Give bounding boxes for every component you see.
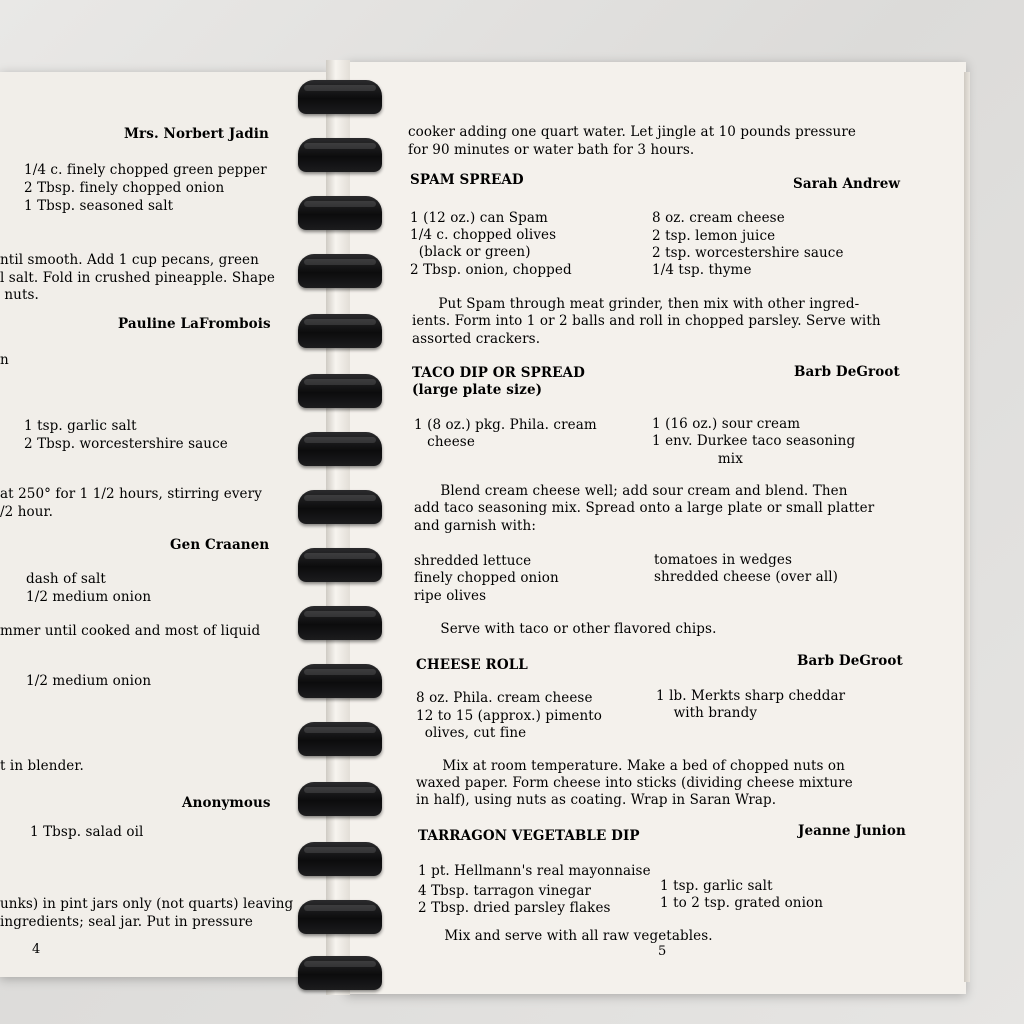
ingredient-line: 12 to 15 (approx.) pimento bbox=[416, 708, 603, 724]
garnish-line: finely chopped onion bbox=[414, 570, 559, 586]
ingredient-line: 2 Tbsp. worcestershire sauce bbox=[24, 436, 228, 452]
ingredient-line: 1/4 c. chopped olives bbox=[410, 227, 557, 243]
recipe-author: Gen Craanen bbox=[170, 537, 270, 553]
ingredient-line: 1 (12 oz.) can Spam bbox=[410, 210, 548, 226]
page-number: 4 bbox=[32, 942, 41, 957]
direction-line: n bbox=[0, 352, 9, 368]
binding-coil bbox=[298, 196, 382, 230]
ingredient-line: 8 oz. Phila. cream cheese bbox=[416, 690, 593, 706]
direction-line: Mix and serve with all raw vegetables. bbox=[418, 928, 713, 944]
direction-line: ients. Form into 1 or 2 balls and roll in chopped parsley. Serve with bbox=[412, 313, 881, 329]
recipe-title: TARRAGON VEGETABLE DIP bbox=[418, 828, 640, 844]
direction-line: Serve with taco or other flavored chips. bbox=[414, 621, 717, 637]
ingredient-line: 2 Tbsp. onion, chopped bbox=[410, 262, 572, 278]
ingredient-line: 1/2 medium onion bbox=[26, 673, 152, 689]
ingredient-line: 8 oz. cream cheese bbox=[652, 210, 785, 226]
ingredient-line: dash of salt bbox=[26, 571, 106, 587]
binding-coil bbox=[298, 254, 382, 288]
ingredient-line: 1/4 c. finely chopped green pepper bbox=[24, 162, 267, 178]
direction-line: t in blender. bbox=[0, 758, 84, 774]
binding-coil bbox=[298, 490, 382, 524]
recipe-title: CHEESE ROLL bbox=[416, 657, 528, 673]
ingredient-line: 4 Tbsp. tarragon vinegar bbox=[418, 883, 592, 899]
ingredient-line: 1 env. Durkee taco seasoning bbox=[652, 433, 856, 449]
direction-line: /2 hour. bbox=[0, 504, 54, 520]
direction-line: mmer until cooked and most of liquid bbox=[0, 623, 261, 639]
ingredient-line: 1 (8 oz.) pkg. Phila. cream bbox=[414, 417, 597, 433]
binding-coil bbox=[298, 80, 382, 114]
recipe-author: Anonymous bbox=[182, 795, 271, 811]
binding-coil bbox=[298, 548, 382, 582]
binding-coil bbox=[298, 900, 382, 934]
binding-coil bbox=[298, 606, 382, 640]
recipe-title: TACO DIP OR SPREAD bbox=[412, 365, 585, 381]
binding-coil bbox=[298, 722, 382, 756]
direction-line: waxed paper. Form cheese into sticks (dividing cheese mixture bbox=[416, 775, 853, 791]
direction-line: Blend cream cheese well; add sour cream and blend. Then bbox=[414, 483, 848, 499]
binding-coil bbox=[298, 664, 382, 698]
ingredient-line: with brandy bbox=[656, 705, 758, 721]
direction-line: add taco seasoning mix. Spread onto a large plate or small platter bbox=[414, 500, 875, 516]
recipe-author: Sarah Andrew bbox=[793, 176, 901, 192]
page-edge bbox=[964, 72, 970, 982]
recipe-author: Barb DeGroot bbox=[794, 364, 900, 380]
binding-coil bbox=[298, 314, 382, 348]
binding-coil bbox=[298, 432, 382, 466]
recipe-author: Mrs. Norbert Jadin bbox=[124, 126, 269, 142]
ingredient-line: mix bbox=[652, 451, 743, 467]
page-number: 5 bbox=[658, 944, 667, 959]
ingredient-line: 2 tsp. lemon juice bbox=[652, 228, 776, 244]
direction-line: Put Spam through meat grinder, then mix with other ingred- bbox=[412, 296, 860, 312]
garnish-line: tomatoes in wedges bbox=[654, 552, 793, 568]
direction-line: l salt. Fold in crushed pineapple. Shape bbox=[0, 270, 275, 286]
binding-coil bbox=[298, 842, 382, 876]
direction-line: at 250° for 1 1/2 hours, stirring every bbox=[0, 486, 262, 502]
ingredient-line: 1/2 medium onion bbox=[26, 589, 152, 605]
ingredient-line: 1 Tbsp. salad oil bbox=[30, 824, 144, 840]
garnish-line: shredded cheese (over all) bbox=[654, 569, 839, 585]
ingredient-line: 1 pt. Hellmann's real mayonnaise bbox=[418, 863, 651, 879]
direction-line: Mix at room temperature. Make a bed of chopped nuts on bbox=[416, 758, 845, 774]
garnish-line: ripe olives bbox=[414, 588, 487, 604]
ingredient-line: cheese bbox=[414, 434, 475, 450]
direction-line: nuts. bbox=[0, 287, 39, 303]
recipe-author: Pauline LaFrombois bbox=[118, 316, 271, 332]
direction-line: assorted crackers. bbox=[412, 331, 541, 347]
ingredient-line: 1 to 2 tsp. grated onion bbox=[660, 895, 824, 911]
recipe-author: Barb DeGroot bbox=[797, 653, 903, 669]
binding-coil bbox=[298, 782, 382, 816]
binding-coil bbox=[298, 138, 382, 172]
direction-line: cooker adding one quart water. Let jingle at 10 pounds pressure bbox=[408, 124, 856, 140]
garnish-line: shredded lettuce bbox=[414, 553, 532, 569]
binding-coil bbox=[298, 374, 382, 408]
direction-line: unks) in pint jars only (not quarts) leaving bbox=[0, 896, 294, 912]
ingredient-line: 1 (16 oz.) sour cream bbox=[652, 416, 801, 432]
ingredient-line: 2 Tbsp. dried parsley flakes bbox=[418, 900, 611, 916]
ingredient-line: olives, cut fine bbox=[416, 725, 527, 741]
direction-line: ingredients; seal jar. Put in pressure bbox=[0, 914, 253, 930]
recipe-title: SPAM SPREAD bbox=[410, 172, 524, 188]
ingredient-line: 2 Tbsp. finely chopped onion bbox=[24, 180, 225, 196]
recipe-subtitle: (large plate size) bbox=[412, 382, 543, 398]
binding-coil bbox=[298, 956, 382, 990]
direction-line: and garnish with: bbox=[414, 518, 536, 534]
recipe-author: Jeanne Junion bbox=[798, 823, 906, 839]
ingredient-line: 1 tsp. garlic salt bbox=[660, 878, 773, 894]
ingredient-line: (black or green) bbox=[410, 244, 531, 260]
ingredient-line: 2 tsp. worcestershire sauce bbox=[652, 245, 844, 261]
ingredient-line: 1 Tbsp. seasoned salt bbox=[24, 198, 174, 214]
direction-line: in half), using nuts as coating. Wrap in Saran Wrap. bbox=[416, 792, 777, 808]
direction-line: ntil smooth. Add 1 cup pecans, green bbox=[0, 252, 259, 268]
direction-line: for 90 minutes or water bath for 3 hours. bbox=[408, 142, 695, 158]
ingredient-line: 1 tsp. garlic salt bbox=[24, 418, 137, 434]
ingredient-line: 1/4 tsp. thyme bbox=[652, 262, 752, 278]
ingredient-line: 1 lb. Merkts sharp cheddar bbox=[656, 688, 846, 704]
